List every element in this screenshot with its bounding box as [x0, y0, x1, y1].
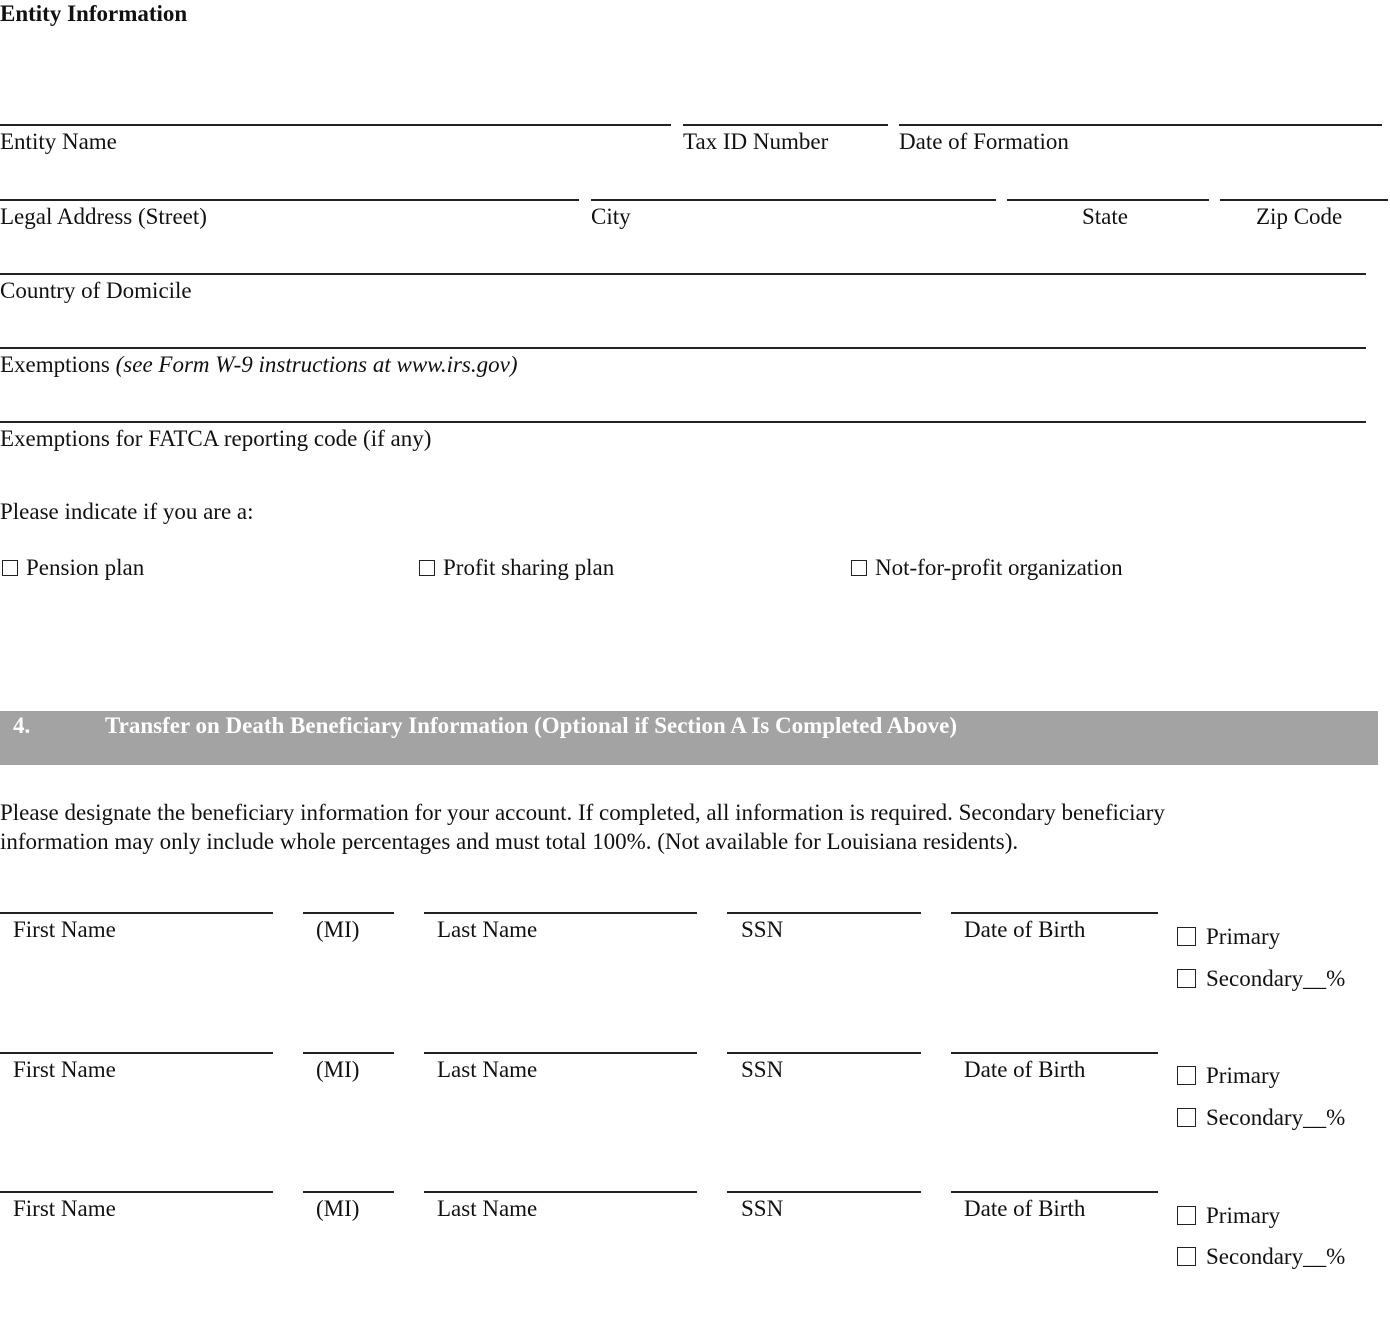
- section-4-number: 4.: [13, 713, 31, 738]
- primary-option[interactable]: [1177, 1202, 1280, 1230]
- primary-label: Primary: [1206, 1063, 1281, 1088]
- last-name-field[interactable]: [424, 1191, 697, 1193]
- first-name-field[interactable]: [0, 1191, 273, 1193]
- section-4-title: Transfer on Death Beneficiary Information (Optional if Section A Is Completed Above): [105, 713, 958, 738]
- dob-field[interactable]: [951, 912, 1158, 914]
- exemptions-note: (see Form W-9 instructions at www.irs.gov): [115, 352, 518, 377]
- zip-field[interactable]: [1220, 199, 1388, 201]
- entity-name-field[interactable]: [0, 124, 671, 126]
- secondary-label: Secondary__%: [1206, 1105, 1346, 1130]
- option-profit-sharing[interactable]: [419, 554, 614, 582]
- option-pension-label: Pension plan: [26, 555, 145, 580]
- primary-label: Primary: [1206, 924, 1281, 949]
- dob-label: Date of Birth: [964, 917, 1086, 942]
- fatca-field[interactable]: [0, 421, 1366, 423]
- mi-label: (MI): [316, 917, 360, 942]
- checkbox-icon[interactable]: [419, 560, 435, 576]
- entity-heading: Entity Information: [0, 1, 188, 26]
- ssn-field[interactable]: [727, 912, 921, 914]
- last-name-field[interactable]: [424, 1052, 697, 1054]
- primary-option[interactable]: [1177, 923, 1280, 951]
- primary-label: Primary: [1206, 1203, 1281, 1228]
- tax-id-field[interactable]: [683, 124, 888, 126]
- fatca-label: Exemptions for FATCA reporting code (if any): [0, 426, 432, 451]
- checkbox-icon[interactable]: [1177, 1206, 1196, 1225]
- last-name-label: Last Name: [437, 1196, 538, 1221]
- checkbox-icon[interactable]: [2, 560, 18, 576]
- option-not-for-profit-label: Not-for-profit organization: [875, 555, 1123, 580]
- dob-field[interactable]: [951, 1191, 1158, 1193]
- zip-label: Zip Code: [1256, 204, 1343, 229]
- street-field[interactable]: [0, 199, 579, 201]
- mi-field[interactable]: [303, 1191, 394, 1193]
- exemptions-label-wrap: [0, 351, 517, 379]
- mi-field[interactable]: [303, 1052, 394, 1054]
- ssn-label: SSN: [741, 917, 784, 942]
- primary-option[interactable]: [1177, 1062, 1280, 1090]
- mi-label: (MI): [316, 1196, 360, 1221]
- country-label: Country of Domicile: [0, 278, 192, 303]
- mi-label: (MI): [316, 1057, 360, 1082]
- state-field[interactable]: [1007, 199, 1209, 201]
- option-profit-sharing-label: Profit sharing plan: [443, 555, 615, 580]
- exemptions-label: Exemptions: [0, 352, 110, 377]
- checkbox-icon[interactable]: [1177, 1247, 1196, 1266]
- dob-field[interactable]: [951, 1052, 1158, 1054]
- date-formation-field[interactable]: [899, 124, 1382, 126]
- exemptions-field[interactable]: [0, 347, 1366, 349]
- checkbox-icon[interactable]: [1177, 1066, 1196, 1085]
- instructions-line-1: Please designate the beneficiary information for your account. If completed, all information is required. Secondary beneficiary: [0, 800, 1165, 825]
- indicate-label: Please indicate if you are a:: [0, 499, 254, 524]
- secondary-option[interactable]: [1177, 1243, 1345, 1271]
- first-name-label: First Name: [13, 917, 116, 942]
- last-name-label: Last Name: [437, 917, 538, 942]
- ssn-field[interactable]: [727, 1052, 921, 1054]
- street-label: Legal Address (Street): [0, 204, 207, 229]
- checkbox-icon[interactable]: [1177, 927, 1196, 946]
- ssn-field[interactable]: [727, 1191, 921, 1193]
- section-4-instructions: [0, 798, 1360, 856]
- first-name-field[interactable]: [0, 1052, 273, 1054]
- city-label: City: [591, 204, 631, 229]
- instructions-line-2: information may only include whole percentages and must total 100%. (Not available for Louisiana residents).: [0, 829, 1019, 854]
- secondary-label: Secondary__%: [1206, 1244, 1346, 1269]
- option-not-for-profit[interactable]: [851, 554, 1123, 582]
- ssn-label: SSN: [741, 1057, 784, 1082]
- first-name-field[interactable]: [0, 912, 273, 914]
- state-label: State: [1082, 204, 1128, 229]
- first-name-label: First Name: [13, 1196, 116, 1221]
- dob-label: Date of Birth: [964, 1057, 1086, 1082]
- date-formation-label: Date of Formation: [899, 129, 1069, 154]
- checkbox-icon[interactable]: [851, 560, 867, 576]
- last-name-field[interactable]: [424, 912, 697, 914]
- last-name-label: Last Name: [437, 1057, 538, 1082]
- secondary-option[interactable]: [1177, 965, 1345, 993]
- first-name-label: First Name: [13, 1057, 116, 1082]
- country-field[interactable]: [0, 273, 1366, 275]
- option-pension[interactable]: [2, 554, 144, 582]
- tax-id-label: Tax ID Number: [683, 129, 829, 154]
- checkbox-icon[interactable]: [1177, 969, 1196, 988]
- secondary-label: Secondary__%: [1206, 966, 1346, 991]
- checkbox-icon[interactable]: [1177, 1108, 1196, 1127]
- city-field[interactable]: [591, 199, 996, 201]
- dob-label: Date of Birth: [964, 1196, 1086, 1221]
- secondary-option[interactable]: [1177, 1104, 1345, 1132]
- entity-name-label: Entity Name: [0, 129, 117, 154]
- mi-field[interactable]: [303, 912, 394, 914]
- ssn-label: SSN: [741, 1196, 784, 1221]
